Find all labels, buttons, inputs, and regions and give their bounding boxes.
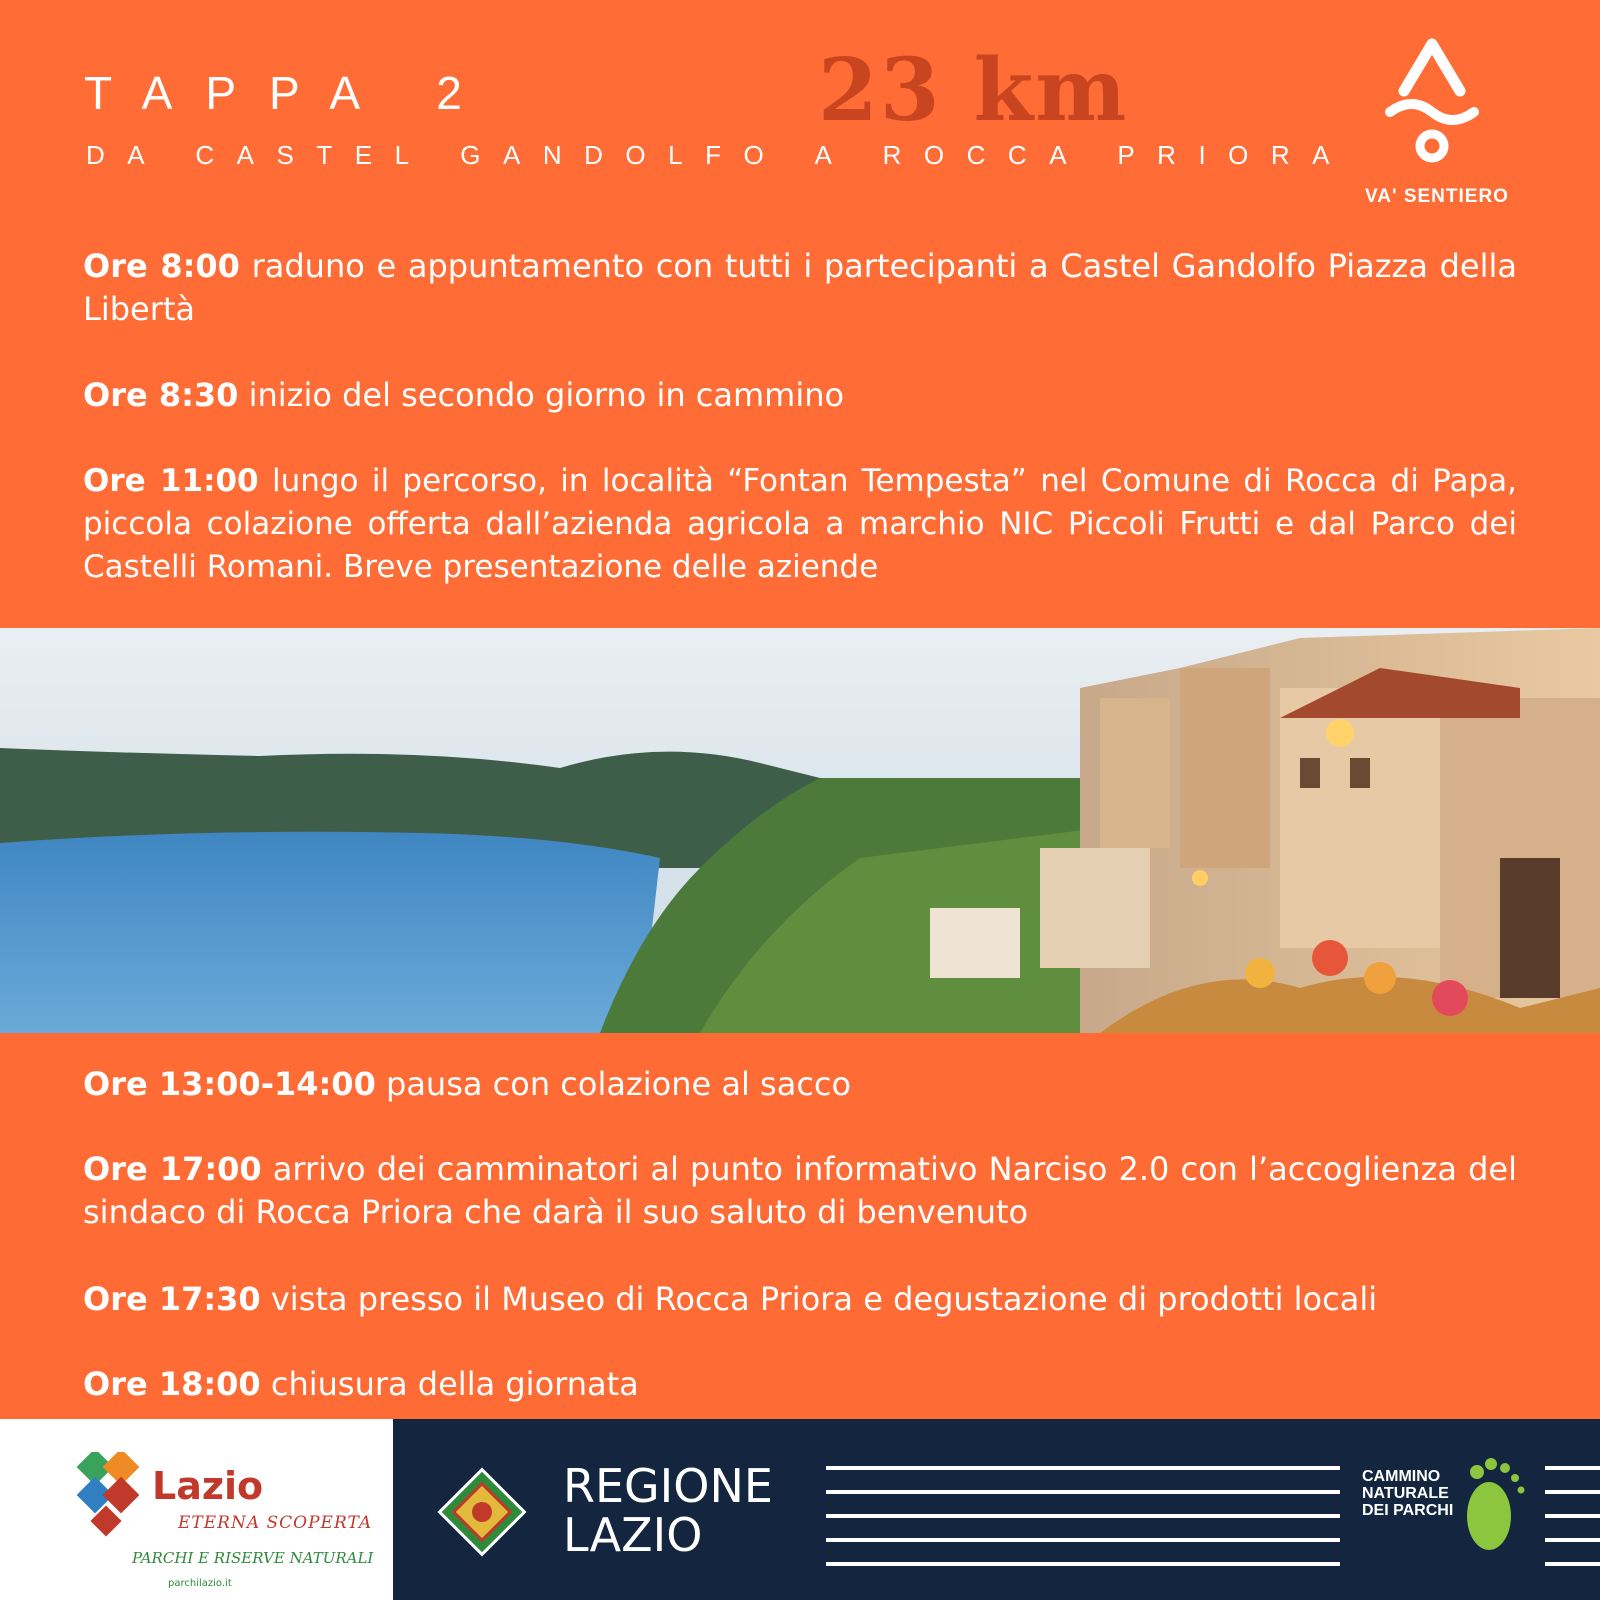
- item-text: arrivo dei camminatori al punto informativo Narciso 2.0 con l’accoglienza del sindaco di Rocca Priora che darà il suo saluto di benvenuto: [83, 1150, 1518, 1231]
- regione-line1: REGIONE: [563, 1459, 773, 1513]
- footprint-icon: [1455, 1450, 1535, 1560]
- stripe: [826, 1466, 1340, 1470]
- stage-route: DA CASTEL GANDOLFO A ROCCA PRIORA: [86, 140, 1353, 170]
- item-time: Ore 8:30: [83, 376, 239, 414]
- stripe: [1545, 1538, 1600, 1542]
- item-time: Ore 13:00-14:00: [83, 1065, 376, 1103]
- schedule-item-1730: [83, 1278, 1517, 1321]
- item-time: Ore 8:00: [83, 247, 240, 285]
- item-time: Ore 17:00: [83, 1150, 262, 1188]
- parks-label: PARCHI E RISERVE NATURALI: [132, 1549, 374, 1567]
- item-time: Ore 18:00: [83, 1365, 261, 1403]
- lazio-mosaic-icon: [62, 1452, 152, 1542]
- schedule-item-0800: [83, 245, 1517, 331]
- schedule-item-1800: [83, 1363, 1517, 1406]
- stripe: [1545, 1466, 1600, 1470]
- stripe: [1545, 1514, 1600, 1518]
- va-sentiero-label: VA' SENTIERO: [1365, 186, 1509, 207]
- cammino-line3: DEI PARCHI: [1362, 1502, 1454, 1519]
- lazio-logo-text: Lazio: [152, 1464, 264, 1508]
- item-time: Ore 17:30: [83, 1280, 261, 1318]
- parks-site: parchilazio.it: [168, 1578, 232, 1589]
- stripe: [826, 1490, 1340, 1494]
- item-text: pausa con colazione al sacco: [375, 1065, 852, 1103]
- stripe: [1545, 1562, 1600, 1566]
- regione-lazio-crest-icon: [432, 1462, 532, 1562]
- item-text: lungo il percorso, in località “Fontan Tempesta” nel Comune di Rocca di Papa, piccola colazione offerta dall’azienda agricola a marchio NIC Piccoli Frutti e dal Parco dei Castelli Romani. Breve presentazione delle aziende: [83, 463, 1517, 585]
- cammino-line1: CAMMINO: [1362, 1468, 1441, 1485]
- schedule-item-1300: [83, 1063, 1517, 1106]
- cammino-logo-text: [1362, 1468, 1453, 1519]
- stage-distance: 23 km: [818, 40, 1129, 141]
- stripe: [826, 1562, 1340, 1566]
- item-text: raduno e appuntamento con tutti i partecipanti a Castel Gandolfo Piazza della Libertà: [83, 247, 1518, 328]
- item-text: vista presso il Museo di Rocca Priora e degustazione di prodotti locali: [260, 1280, 1378, 1318]
- regione-line2: LAZIO: [563, 1508, 703, 1562]
- va-sentiero-logo: [1362, 36, 1512, 216]
- stripe: [826, 1514, 1340, 1518]
- lake-albano-photo: [0, 628, 1600, 1033]
- parchi-lazio-panel: [0, 1419, 393, 1600]
- stage-title: TAPPA 2: [84, 67, 495, 119]
- item-text: inizio del secondo giorno in cammino: [238, 376, 845, 414]
- schedule-item-0830: [83, 374, 1517, 417]
- stripe: [1545, 1490, 1600, 1494]
- lazio-logo-tagline: ETERNA SCOPERTA: [178, 1513, 373, 1533]
- item-time: Ore 11:00: [83, 463, 259, 499]
- schedule-item-1100: [83, 460, 1517, 589]
- va-sentiero-logo-icon: [1382, 36, 1492, 168]
- schedule-item-1700: [83, 1148, 1517, 1234]
- item-text: chiusura della giornata: [260, 1365, 639, 1403]
- stripe: [826, 1538, 1340, 1542]
- cammino-line2: NATURALE: [1362, 1485, 1449, 1502]
- regione-lazio-label: [563, 1459, 773, 1562]
